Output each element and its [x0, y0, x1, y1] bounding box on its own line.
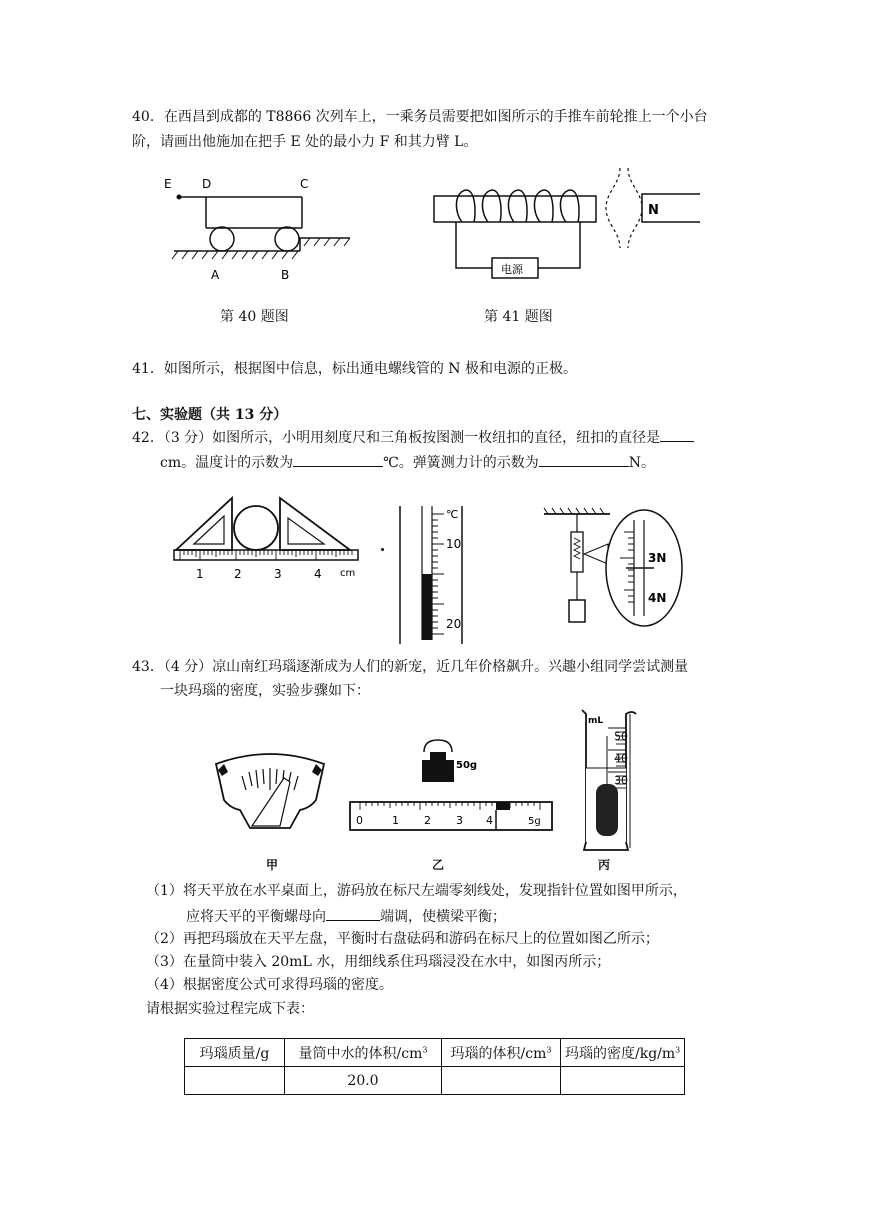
label-jia: 甲	[266, 858, 279, 872]
step-1-line2	[186, 905, 506, 926]
cylinder-tick-50: 50	[614, 730, 628, 743]
cell-water-volume: 20.0	[285, 1067, 442, 1095]
ruler-tick-2: 2	[234, 567, 242, 581]
ruler-tick-3: 3	[274, 567, 282, 581]
step-1-pre: 应将天平的平衡螺母向	[186, 909, 326, 925]
table-prompt: 请根据实验过程完成下表：	[146, 1001, 314, 1017]
cylinder-unit: mL	[588, 716, 604, 726]
figure-40-cart	[160, 170, 350, 282]
cylinder-tick-40: 40	[614, 752, 628, 765]
label-B: B	[281, 268, 290, 282]
q42-line2	[160, 451, 655, 472]
q41-text: 41．如图所示，根据图中信息，标出通电螺线管的 N 极和电源的正极。	[132, 361, 577, 377]
spring-tick-4n: 4N	[648, 591, 667, 605]
cell-agate-mass[interactable]	[185, 1067, 285, 1095]
step-2: （2）再把玛瑙放在天平左盘，平衡时右盘砝码和游码在标尺上的位置如图乙所示；	[146, 931, 659, 947]
figure-41-caption: 第 41 题图	[484, 309, 553, 325]
balance-direction-blank[interactable]	[326, 905, 380, 921]
q43-line1: 43．（4 分）凉山南红玛瑙逐渐成为人们的新宠，近几年价格飙升。兴趣小组同学尝试测量	[132, 659, 689, 675]
header-water-volume: 量筒中水的体积$/cm^3$	[285, 1039, 442, 1067]
power-supply-label: 电源	[501, 263, 523, 276]
header-agate-density: 玛瑙的密度$/kg/m^3$	[561, 1039, 685, 1067]
thermometer-unit: ℃	[446, 508, 459, 521]
header-agate-volume: 玛瑙的体积$/cm^3$	[442, 1039, 561, 1067]
figure-43-weight-and-scale	[346, 736, 556, 840]
button-diameter-blank[interactable]	[660, 426, 694, 442]
q42-line1	[132, 426, 694, 447]
figure-42-thermometer	[392, 502, 476, 650]
dot-mark	[381, 548, 384, 551]
label-yi: 乙	[432, 858, 445, 872]
step-4: （4）根据密度公式可求得玛瑙的密度。	[146, 977, 393, 993]
rider-tick-1: 1	[392, 814, 399, 827]
rider-tick-3: 3	[456, 814, 463, 827]
figure-42-ruler	[170, 492, 370, 592]
ruler-tick-1: 1	[196, 567, 204, 581]
header-agate-mass: 玛瑙质量/g	[185, 1039, 285, 1067]
ruler-tick-4: 4	[314, 567, 322, 581]
q43-line2: 一块玛瑙的密度，实验步骤如下：	[160, 683, 370, 699]
label-bing: 丙	[598, 858, 611, 872]
spring-tick-3n: 3N	[648, 551, 667, 565]
rider-tick-0: 0	[356, 814, 363, 827]
label-C: C	[300, 177, 309, 191]
figure-43-balance-dial	[212, 748, 328, 830]
cell-agate-density[interactable]	[561, 1067, 685, 1095]
q42-line2-b: ℃。弹簧测力计的示数为	[383, 455, 539, 471]
label-D: D	[202, 177, 212, 191]
q42-line1-text: 42．（3 分）如图所示，小明用刻度尺和三角板按图测一枚纽扣的直径，纽扣的直径是	[132, 430, 661, 446]
cylinder-tick-30: 30	[614, 774, 628, 787]
figure-40-caption: 第 40 题图	[220, 309, 289, 325]
q40-line2: 阶，请画出他施加在把手 E 处的最小力 F 和其力臂 L。	[132, 134, 478, 150]
rider-tick-4: 4	[486, 814, 493, 827]
thermometer-tick-10: 10	[446, 537, 462, 551]
magnet-n-label: N	[648, 203, 659, 218]
q42-line2-c: N。	[628, 455, 656, 471]
q40-line1: 40．在西昌到成都的 T8866 次列车上，一乘务员需要把如图所示的手推车前轮推上一个小台	[132, 109, 708, 125]
weight-label: 50g	[456, 760, 478, 771]
thermometer-blank[interactable]	[293, 451, 383, 467]
figure-43-graduated-cylinder	[578, 706, 642, 852]
label-E: E	[164, 177, 172, 191]
rider-tick-2: 2	[424, 814, 431, 827]
table-row	[185, 1067, 685, 1095]
ruler-unit: cm	[340, 568, 356, 579]
label-A: A	[211, 268, 220, 282]
step-3: （3）在量筒中装入 20mL 水，用细线系住玛瑙浸没在水中，如图丙所示；	[146, 954, 611, 970]
section-title: 七、实验题（共 13 分）	[132, 407, 288, 423]
figure-41-solenoid	[430, 162, 700, 282]
cell-agate-volume[interactable]	[442, 1067, 561, 1095]
rider-tick-5g: 5g	[528, 816, 541, 827]
table-header-row	[185, 1039, 685, 1067]
spring-scale-blank[interactable]	[539, 451, 629, 467]
q42-line2-a: cm。温度计的示数为	[160, 455, 294, 471]
thermometer-tick-20: 20	[446, 617, 462, 631]
results-table	[184, 1038, 685, 1095]
step-1-line1: （1）将天平放在水平桌面上，游码放在标尺左端零刻线处，发现指针位置如图甲所示，	[146, 883, 687, 899]
step-1-post: 端调，使横梁平衡；	[380, 909, 506, 925]
figure-42-spring-scale	[540, 504, 686, 632]
